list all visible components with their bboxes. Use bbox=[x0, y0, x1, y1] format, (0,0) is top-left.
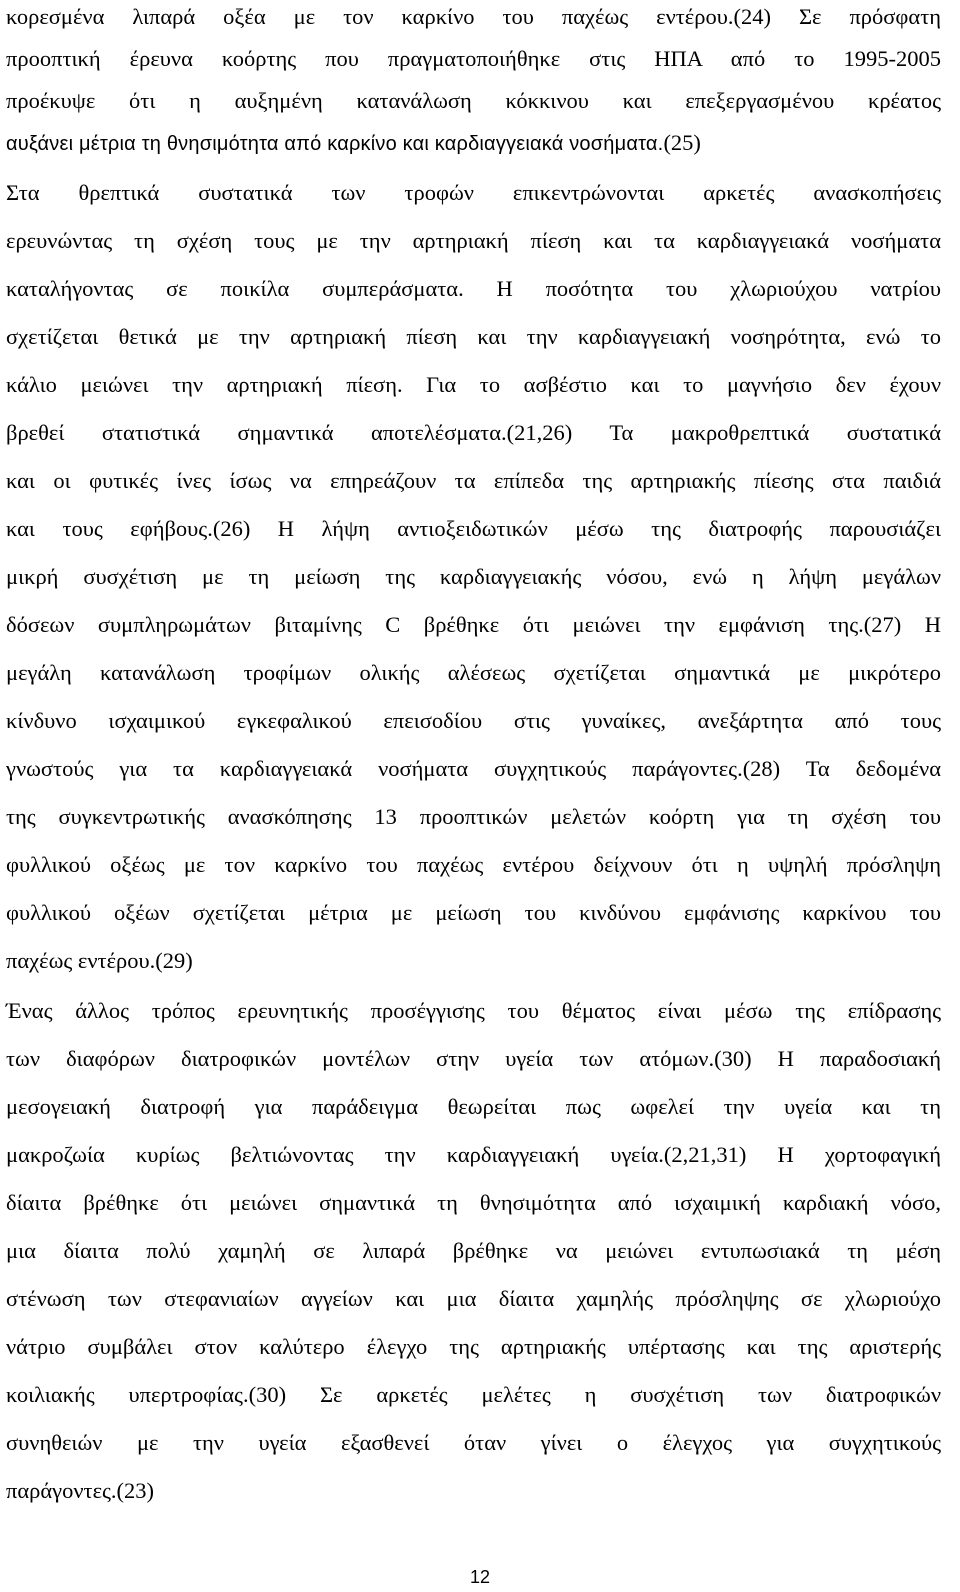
text-segment: προέκυψε ότι η αυξημένη κατανάλωση κόκκινου και επεξεργασμένου κρέατος bbox=[6, 88, 941, 113]
text-line bbox=[6, 368, 941, 402]
text-line bbox=[6, 1234, 941, 1268]
text-line bbox=[6, 512, 941, 546]
text-line bbox=[6, 1186, 941, 1220]
text-segment: σχετίζεται θετικά με την αρτηριακή πίεση και την καρδιαγγειακή νοσηρότητα, ενώ το bbox=[6, 324, 941, 349]
text-line bbox=[6, 800, 941, 834]
text-line bbox=[6, 320, 941, 354]
text-line bbox=[6, 1474, 941, 1508]
text-segment: κορεσμένα λιπαρά οξέα με τον καρκίνο του παχέως εντέρου.(24) Σε πρόσφατη bbox=[6, 4, 941, 29]
text-segment: (25) bbox=[663, 130, 701, 155]
text-line bbox=[6, 272, 941, 306]
text-segment: φυλλικού οξέως με τον καρκίνο του παχέως εντέρου δείχνουν ότι η υψηλή πρόσληψη bbox=[6, 852, 941, 877]
text-line bbox=[6, 656, 941, 690]
text-segment: συνηθειών με την υγεία εξασθενεί όταν γίνει ο έλεγχος για συγχητικούς bbox=[6, 1430, 941, 1455]
text-segment: δίαιτα βρέθηκε ότι μειώνει σημαντικά τη θνησιμότητα από ισχαιμική καρδιακή νόσο, bbox=[6, 1190, 941, 1215]
text-line bbox=[6, 1378, 941, 1412]
text-segment: Ένας άλλος τρόπος ερευνητικής προσέγγισης του θέματος είναι μέσω της επίδρασης bbox=[6, 998, 941, 1023]
text-line bbox=[6, 1330, 941, 1364]
text-segment: των διαφόρων διατροφικών μοντέλων στην υγεία των ατόμων.(30) Η παραδοσιακή bbox=[6, 1046, 941, 1071]
text-segment: μακροζωία κυρίως βελτιώνοντας την καρδιαγγειακή υγεία.(2,21,31) Η χορτοφαγική bbox=[6, 1142, 941, 1167]
text-segment: καταλήγοντας σε ποικίλα συμπεράσματα. Η ποσότητα του χλωριούχου νατρίου bbox=[6, 276, 941, 301]
text-segment: παχέως εντέρου.(29) bbox=[6, 948, 193, 973]
text-segment: κοιλιακής υπερτροφίας.(30) Σε αρκετές μελέτες η συσχέτιση των διατροφικών bbox=[6, 1382, 941, 1407]
text-segment: Στα θρεπτικά συστατικά των τροφών επικεντρώνονται αρκετές ανασκοπήσεις bbox=[6, 180, 941, 205]
text-segment: νάτριο συμβάλει στον καλύτερο έλεγχο της αρτηριακής υπέρτασης και της αριστερής bbox=[6, 1334, 941, 1359]
text-segment: φυλλικού οξέων σχετίζεται μέτρια με μείωση του κινδύνου εμφάνισης καρκίνου του bbox=[6, 900, 941, 925]
text-line bbox=[6, 84, 941, 118]
text-segment: στένωση των στεφανιαίων αγγείων και μια δίαιτα χαμηλής πρόσληψης σε χλωριούχο bbox=[6, 1286, 941, 1311]
text-line bbox=[6, 994, 941, 1028]
text-line bbox=[6, 1282, 941, 1316]
text-line bbox=[6, 224, 941, 258]
text-segment: κάλιο μειώνει την αρτηριακή πίεση. Για το ασβέστιο και το μαγνήσιο δεν έχουν bbox=[6, 372, 941, 397]
text-segment: μεσογειακή διατροφή για παράδειγμα θεωρείται πως ωφελεί την υγεία και τη bbox=[6, 1094, 941, 1119]
text-line bbox=[6, 608, 941, 642]
text-segment: της συγκεντρωτικής ανασκόπησης 13 προοπτικών μελετών κοόρτη για τη σχέση του bbox=[6, 804, 941, 829]
text-line bbox=[6, 176, 941, 210]
text-segment: βρεθεί στατιστικά σημαντικά αποτελέσματα.(21,26) Τα μακροθρεπτικά συστατικά bbox=[6, 420, 941, 445]
text-line bbox=[6, 752, 941, 786]
text-line bbox=[6, 42, 941, 76]
text-line bbox=[6, 896, 941, 930]
text-segment: γνωστούς για τα καρδιαγγειακά νοσήματα συγχητικούς παράγοντες.(28) Τα δεδομένα bbox=[6, 756, 941, 781]
text-segment: και τους εφήβους.(26) Η λήψη αντιοξειδωτικών μέσω της διατροφής παρουσιάζει bbox=[6, 516, 941, 541]
text-line bbox=[6, 0, 941, 34]
text-segment: προοπτική έρευνα κοόρτης που πραγματοποιήθηκε στις ΗΠΑ από το 1995-2005 bbox=[6, 46, 941, 71]
text-line bbox=[6, 944, 941, 978]
text-line bbox=[6, 464, 941, 498]
text-line bbox=[6, 1042, 941, 1076]
text-segment: κίνδυνο ισχαιμικού εγκεφαλικού επεισοδίου στις γυναίκες, ανεξάρτητα από τους bbox=[6, 708, 941, 733]
text-line bbox=[6, 560, 941, 594]
text-segment: μικρή συσχέτιση με τη μείωση της καρδιαγγειακής νόσου, ενώ η λήψη μεγάλων bbox=[6, 564, 941, 589]
text-segment: αυξάνει μέτρια τη θνησιμότητα από καρκίνο και καρδιαγγειακά νοσήματα. bbox=[6, 133, 664, 155]
text-segment: μεγάλη κατανάλωση τροφίμων ολικής αλέσεως σχετίζεται σημαντικά με μικρότερο bbox=[6, 660, 941, 685]
text-line bbox=[6, 848, 941, 882]
text-line bbox=[6, 1090, 941, 1124]
text-segment: μια δίαιτα πολύ χαμηλή σε λιπαρά βρέθηκε να μειώνει εντυπωσιακά τη μέση bbox=[6, 1238, 941, 1263]
text-line bbox=[6, 1138, 941, 1172]
text-segment: δόσεων συμπληρωμάτων βιταμίνης C βρέθηκε ότι μειώνει την εμφάνιση της.(27) Η bbox=[6, 612, 941, 637]
text-line bbox=[6, 416, 941, 450]
page-number: 12 bbox=[469, 1567, 491, 1587]
text-line bbox=[6, 704, 941, 738]
text-line bbox=[6, 1426, 941, 1460]
text-segment: και οι φυτικές ίνες ίσως να επηρεάζουν τα επίπεδα της αρτηριακής πίεσης στα παιδιά bbox=[6, 468, 941, 493]
text-segment: ερευνώντας τη σχέση τους με την αρτηριακή πίεση και τα καρδιαγγειακά νοσήματα bbox=[6, 228, 941, 253]
text-segment: παράγοντες.(23) bbox=[6, 1478, 155, 1503]
text-line bbox=[6, 126, 941, 160]
